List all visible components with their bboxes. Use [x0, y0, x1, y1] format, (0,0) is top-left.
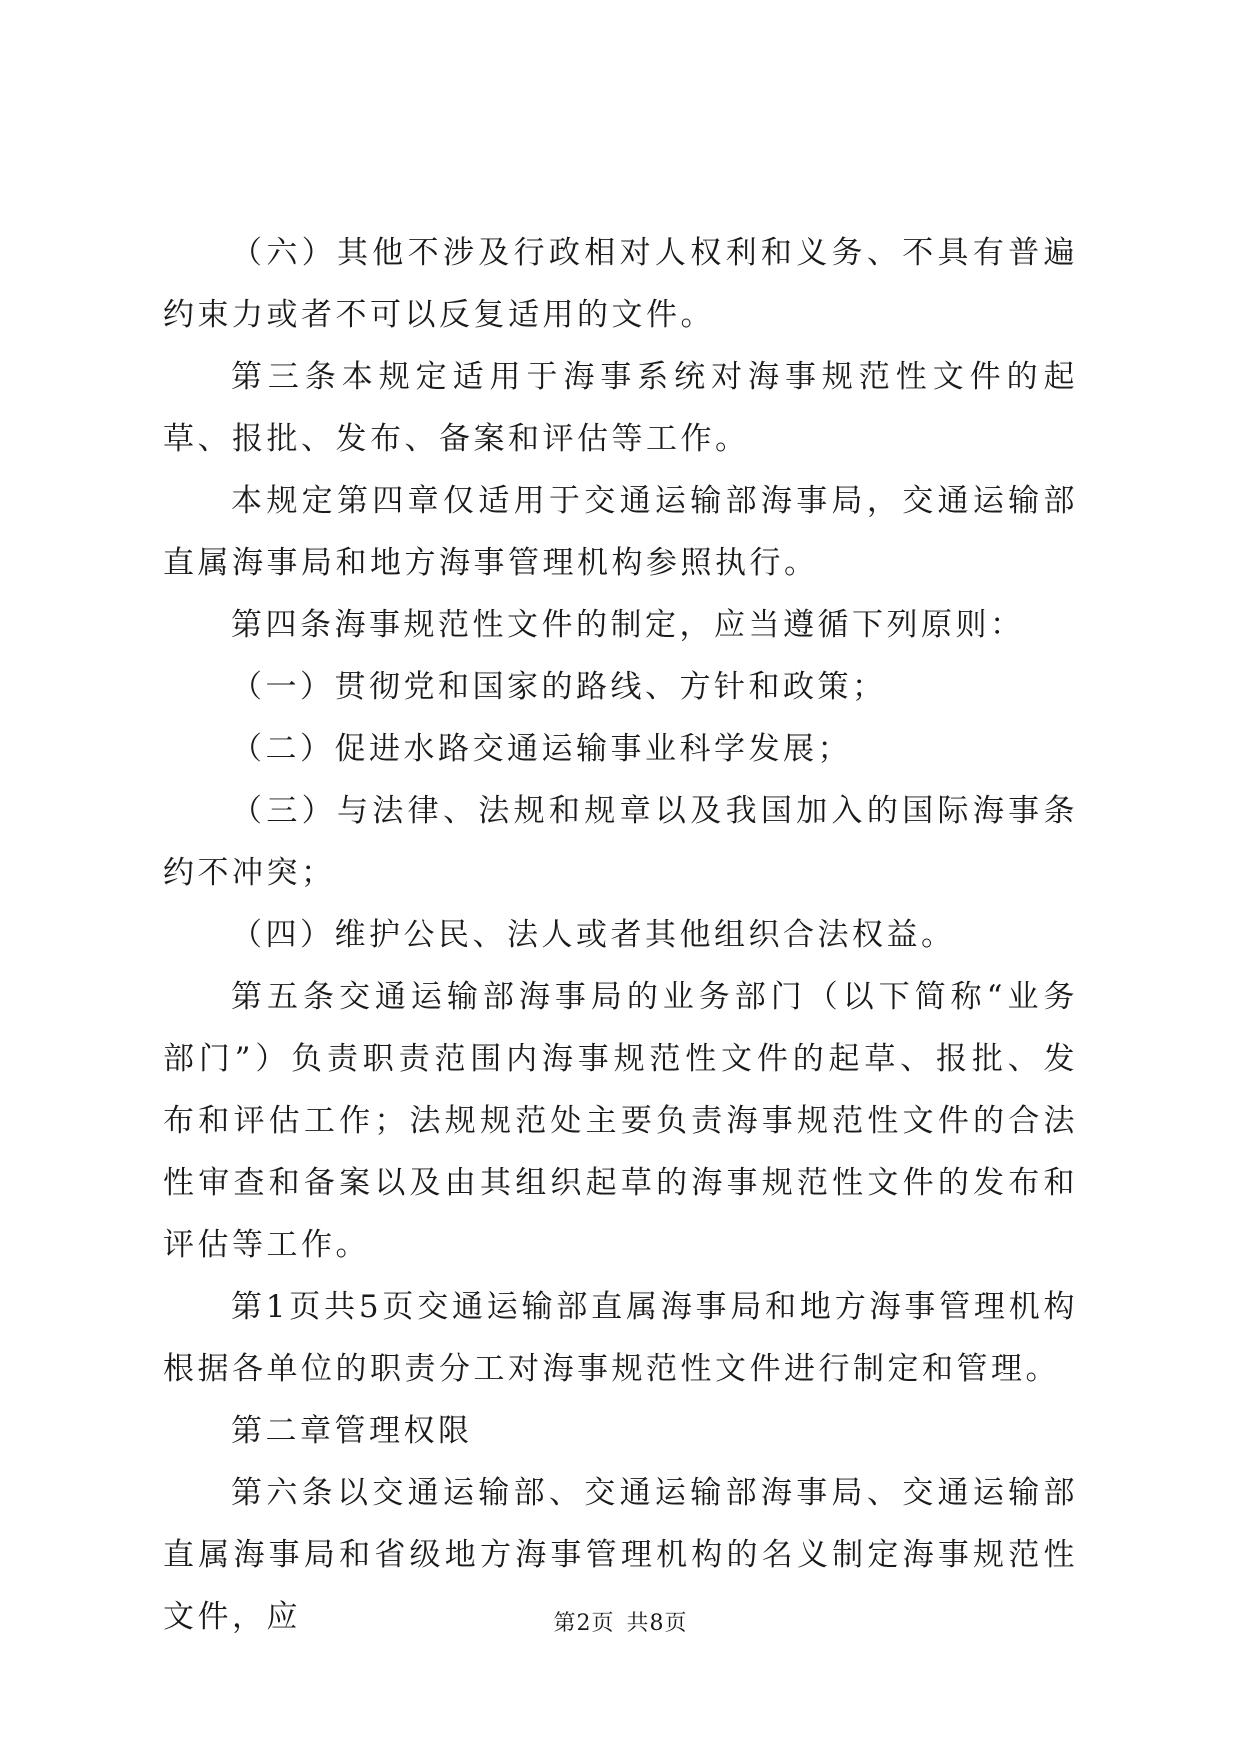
paragraph: 第四条海事规范性文件的制定，应当遵循下列原则： [231, 607, 1025, 643]
paragraph: 第五条交通运输部海事局的业务部门（以下简称“业务部门”）负责职责范围内海事规范性文件的起草、报批、发布和评估工作；法规规范处主要负责海事规范性文件的合法性审查和备案以及由其组织起草的海事规范性文件的发布和评估等工作。 [163, 979, 1078, 1263]
paragraph: （三）与法律、法规和规章以及我国加入的国际海事条约不冲突； [163, 793, 1078, 891]
paragraph: （一）贯彻党和国家的路线、方针和政策； [231, 669, 887, 705]
page-footer [0, 1606, 1241, 1637]
paragraph: 本规定第四章仅适用于交通运输部海事局，交通运输部直属海事局和地方海事管理机构参照执行。 [163, 483, 1078, 581]
page-number-current: 第2页 [553, 1611, 615, 1636]
paragraph: 第六条以交通运输部、交通运输部海事局、交通运输部直属海事局和省级地方海事管理机构的名义制定海事规范性文件，应 [163, 1475, 1078, 1635]
document-body [163, 222, 1078, 1648]
paragraph: 第1页共5页交通运输部直属海事局和地方海事管理机构根据各单位的职责分工对海事规范性文件进行制定和管理。 [163, 1289, 1078, 1387]
page-number-total: 共8页 [626, 1611, 688, 1636]
paragraph: 第三条本规定适用于海事系统对海事规范性文件的起草、报批、发布、备案和评估等工作。 [163, 359, 1078, 457]
paragraph: （六）其他不涉及行政相对人权利和义务、不具有普遍约束力或者不可以反复适用的文件。 [163, 235, 1078, 333]
chapter-heading: 第二章管理权限 [231, 1413, 473, 1449]
paragraph: （二）促进水路交通运输事业科学发展； [231, 731, 852, 767]
paragraph: （四）维护公民、法人或者其他组织合法权益。 [231, 917, 956, 953]
